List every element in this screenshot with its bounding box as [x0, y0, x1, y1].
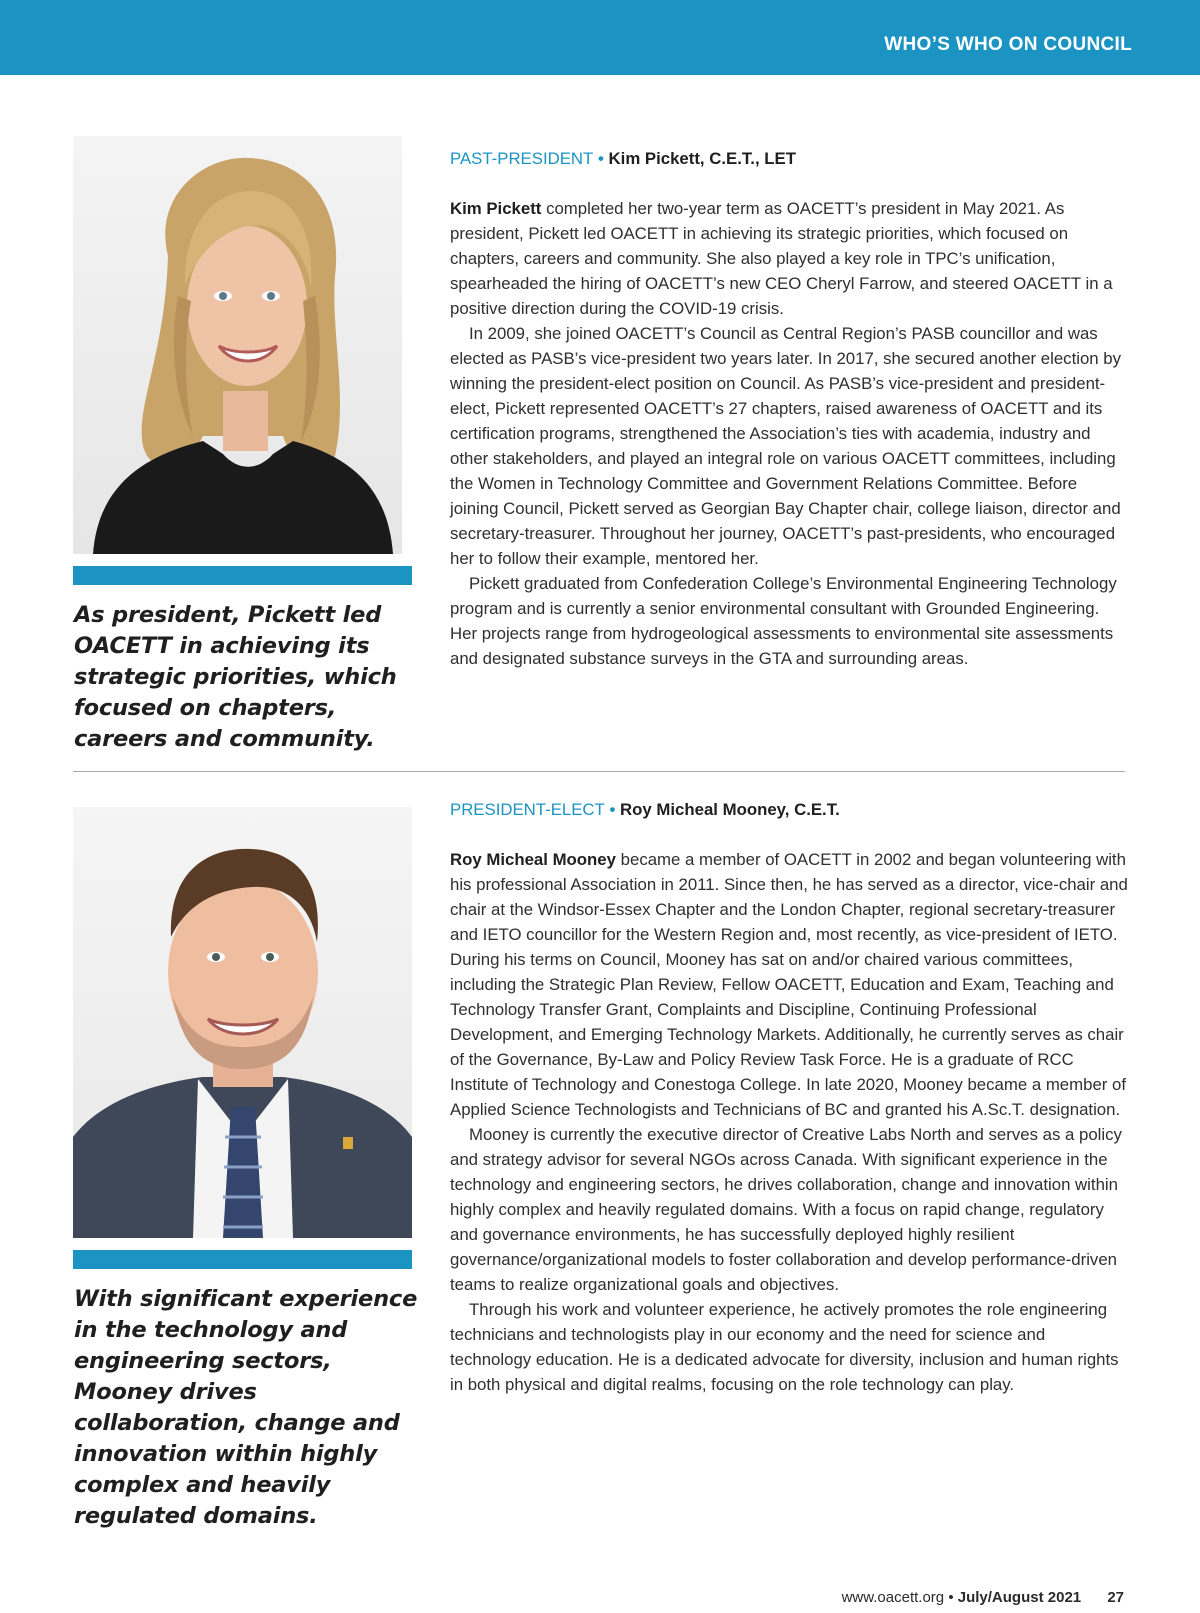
bio-paragraph: Pickett graduated from Confederation College’s Environmental Engineering Technology program and is currently a senior environmental consultant with Grounded Engineering. Her projects range from hydrogeological assessments to environmental site assessments and designated substance surveys in the GTA and surrounding areas. — [450, 574, 1117, 668]
section-title: WHO’S WHO ON COUNCIL — [884, 34, 1132, 55]
profile-heading — [450, 146, 1130, 171]
section-divider — [73, 771, 1125, 772]
page-number: 27 — [1107, 1589, 1124, 1606]
role-label: PAST-PRESIDENT — [450, 149, 594, 168]
pull-quote: As president, Pickett led OACETT in achieving its strategic priorities, which focused on chapters, careers and community. — [74, 602, 397, 752]
profile-bio-pickett — [450, 146, 1130, 671]
profile-name: Kim Pickett, C.E.T., LET — [608, 149, 796, 168]
bio-paragraph — [450, 196, 1130, 321]
kim-pickett-photo — [73, 136, 402, 554]
header-bar — [0, 0, 1200, 75]
pull-quote: With significant experience in the technology and engineering sectors, Mooney drives collaboration, change and innovation within highly complex and heavily regulated domains. — [74, 1286, 418, 1529]
bio-paragraph: In 2009, she joined OACETT’s Council as Central Region’s PASB councillor and was elected as PASB’s vice-president two years later. In 2017, she secured another election by winning the president-elect position on Council. As PASB’s vice-president and president-elect, Pickett represented OACETT’s 27 chapters, raised awareness of OACETT and its certification programs, strengthened the Association’s ties with academia, industry and other stakeholders, and played an integral role on various OACETT committees, including the Women in Technology Committee and Government Relations Committee. Before joining Council, Pickett served as Georgian Bay Chapter chair, college liaison, director and secretary-treasurer. Throughout her journey, OACETT’s past-presidents, who encouraged her to follow their example, mentored her. — [450, 324, 1122, 568]
page-footer — [842, 1589, 1124, 1606]
bullet-separator: • — [609, 800, 616, 819]
profile-name: Roy Micheal Mooney, C.E.T. — [620, 800, 840, 819]
woman-portrait-icon — [73, 136, 402, 554]
profile-bio-mooney — [450, 797, 1130, 1397]
bio-paragraph: Through his work and volunteer experience, he actively promotes the role engineering technicians and technologists play in our economy and the need for science and technology education. He is a dedicated advocate for diversity, inclusion and human rights in both physical and digital realms, focusing on the role technology can play. — [450, 1300, 1119, 1394]
bio-lead-name: Roy Micheal Mooney — [450, 850, 616, 869]
footer-url: www.oacett.org — [841, 1589, 945, 1606]
profile-heading — [450, 797, 1130, 822]
bullet-separator: • — [597, 149, 604, 168]
bio-lead-name: Kim Pickett — [450, 199, 542, 218]
footer-issue: July/August 2021 — [957, 1589, 1082, 1606]
role-label: PRESIDENT-ELECT — [450, 800, 605, 819]
bio-paragraph — [450, 847, 1130, 1122]
bio-lead-text: completed her two-year term as OACETT’s president in May 2021. As president, Pickett led OACETT in achieving its strategic priorities, which focused on chapters, careers and community. She also played a key role in TPC’s unification, spearheaded the hiring of OACETT’s new CEO Cheryl Farrow, and steered OACETT in a positive direction during the COVID-19 crisis. — [450, 199, 1113, 318]
footer-separator: • — [948, 1589, 954, 1606]
man-portrait-icon — [73, 807, 412, 1238]
quote-accent-bar — [73, 566, 412, 585]
roy-mooney-photo — [73, 807, 412, 1238]
quote-accent-bar — [73, 1250, 412, 1269]
bio-paragraph: Mooney is currently the executive director of Creative Labs North and serves as a policy and strategy advisor for several NGOs across Canada. With significant experience in the technology and engineering sectors, he drives collaboration, change and innovation within highly complex and heavily regulated domains. With a focus on rapid change, regulatory and governance environments, he has successfully deployed highly resilient governance/organizational models to foster collaboration and develop performance-driven teams to realize organizational goals and objectives. — [450, 1125, 1122, 1294]
bio-lead-text: became a member of OACETT in 2002 and began volunteering with his professional Association in 2011. Since then, he has served as a director, vice-chair and chair at the Windsor-Essex Chapter and the London Chapter, regional secretary-treasurer and IETO councillor for the Western Region and, most recently, as vice-president of IETO. During his terms on Council, Mooney has sat on and/or chaired various committees, including the Strategic Plan Review, Fellow OACETT, Education and Exam, Teaching and Technology Transfer Grant, Complaints and Discipline, Continuing Professional Development, and Emerging Technology Markets. Additionally, he currently serves as chair of the Governance, By-Law and Policy Review Task Force. He is a graduate of RCC Institute of Technology and Conestoga College. In late 2020, Mooney became a member of Applied Science Technologists and Technicians of BC and granted his A.Sc.T. designation. — [450, 850, 1128, 1119]
